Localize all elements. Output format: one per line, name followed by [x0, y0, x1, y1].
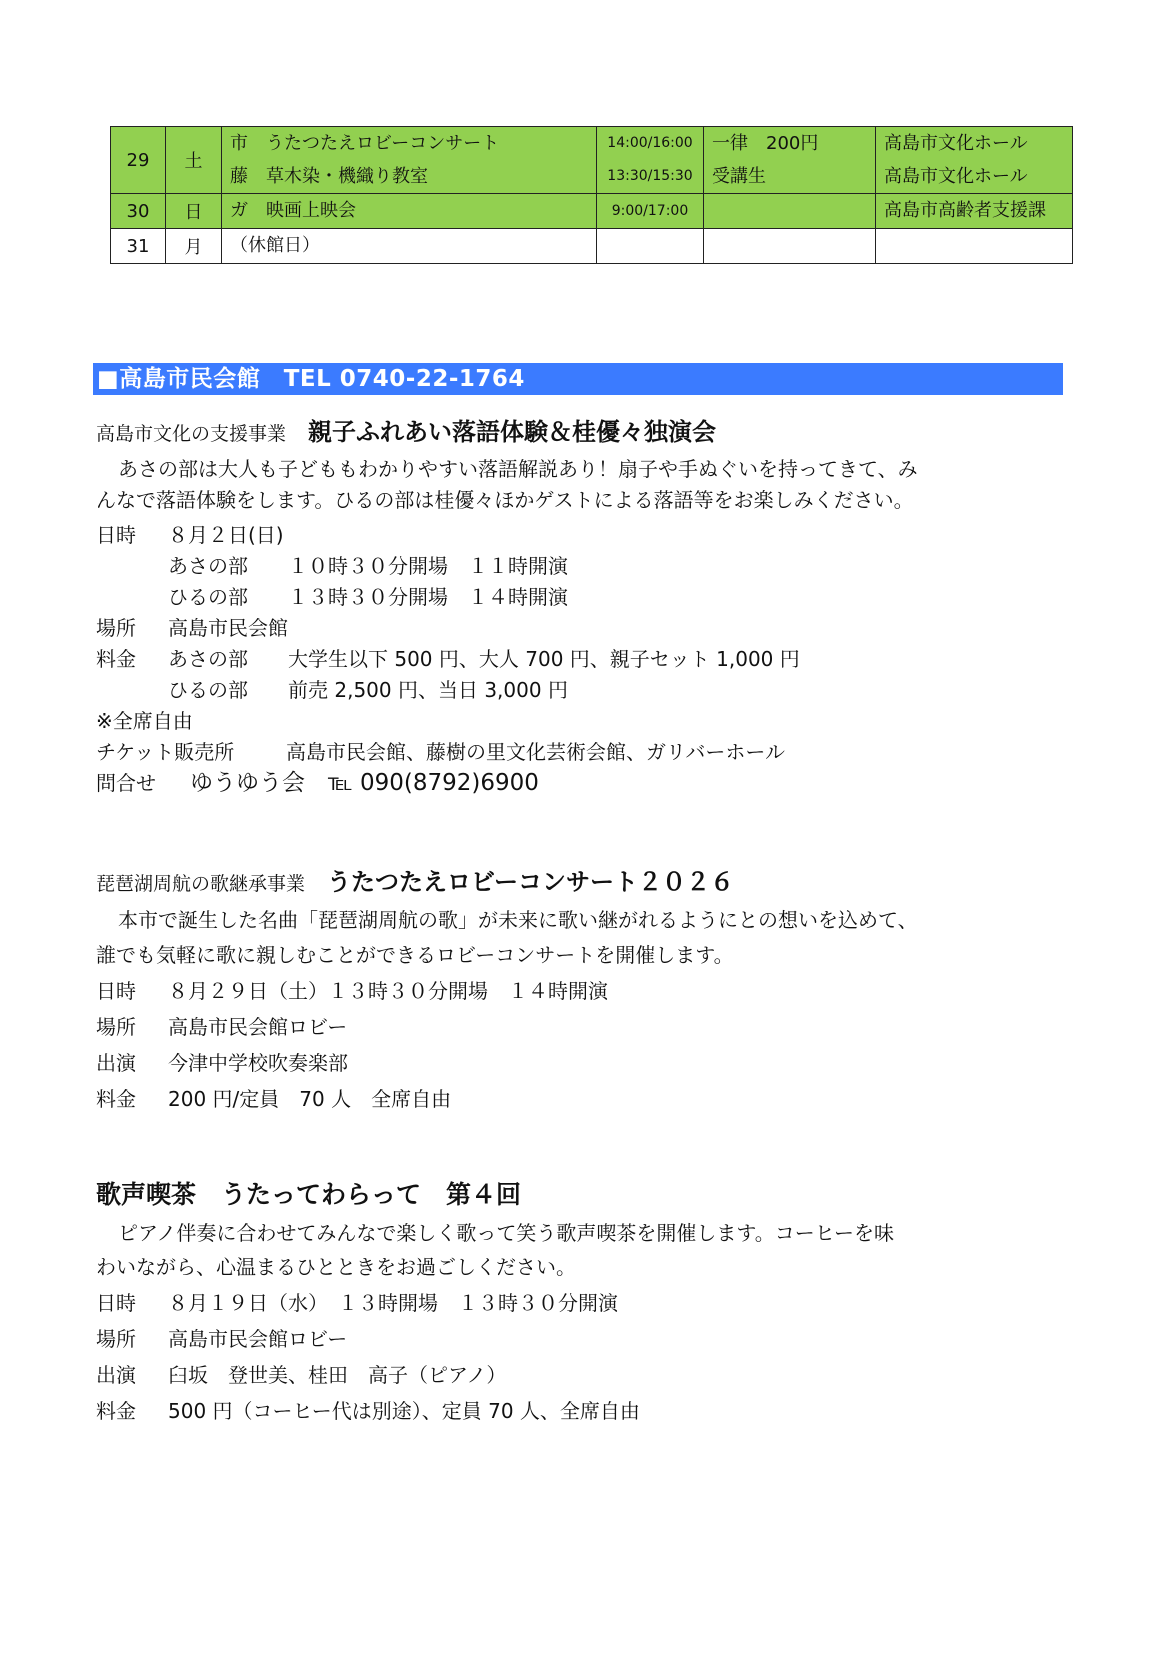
session-name: あさの部 — [168, 554, 248, 578]
field-label: 場所 — [96, 616, 136, 640]
session-name: ひるの部 — [168, 678, 248, 702]
cell-day: 29 — [111, 127, 166, 194]
cell-time-line: 14:00/16:00 — [607, 135, 693, 151]
cell-day: 31 — [111, 229, 166, 264]
cell-time — [597, 194, 704, 229]
event-description: あさの部は大人も子どももわかりやすい落語解説あり！扇子や手ぬぐいを持ってきて、み — [118, 457, 918, 481]
event-title: 親子ふれあい落語体験＆桂優々独演会 — [308, 418, 717, 446]
field-value: 前売 2,500 円、当日 3,000 円 — [288, 678, 568, 702]
field-label: 料金 — [96, 647, 136, 671]
event-description: 本市で誕生した名曲「琵琶湖周航の歌」が未来に歌い継がれるようにとの想いを込めて、 — [118, 908, 918, 932]
event-description: んなで落語体験をします。ひるの部は桂優々ほかゲストによる落語等をお楽しみください。 — [96, 488, 914, 512]
field-value: 高島市民会館ロビー — [168, 1015, 348, 1039]
section-title: ■高島市民会館 TEL 0740-22-1764 — [97, 366, 525, 392]
cell-fee — [704, 127, 876, 194]
schedule-row — [111, 194, 1073, 229]
session-name: あさの部 — [168, 647, 248, 671]
field-label: 問合せ — [96, 771, 156, 795]
cell-venue-line — [884, 229, 1064, 263]
cell-event — [222, 127, 597, 194]
field-label: 日時 — [96, 1291, 136, 1315]
field-value: 高島市民会館、藤樹の里文化芸術会館、ガリバーホール — [286, 740, 785, 764]
event-description: ピアノ伴奏に合わせてみんなで楽しく歌って笑う歌声喫茶を開催します。コーヒーを味 — [118, 1221, 894, 1245]
field-value: 今津中学校吹奏楽部 — [168, 1051, 348, 1075]
cell-time — [597, 229, 704, 264]
field-label: 日時 — [96, 523, 136, 547]
contact-value: ゆうゆう会 ℡ 090(8792)6900 — [190, 770, 539, 796]
cell-time — [597, 127, 704, 194]
field-value: ８月１９日（水） １３時開場 １３時３０分開演 — [168, 1291, 618, 1315]
cell-venue — [876, 194, 1073, 229]
cell-event — [222, 229, 597, 264]
seating-note: ※全席自由 — [96, 709, 193, 733]
field-value: 200 円/定員 70 人 全席自由 — [168, 1087, 452, 1111]
cell-weekday: 土 — [166, 127, 222, 194]
field-value: 高島市民会館 — [168, 616, 288, 640]
cell-time-line — [605, 229, 695, 263]
field-label: 出演 — [96, 1051, 136, 1075]
session-time: １０時３０分開場 １１時開演 — [288, 554, 568, 578]
schedule-row — [111, 229, 1073, 264]
cell-fee — [704, 194, 876, 229]
cell-venue-line: 高島市高齢者支援課 — [884, 200, 1046, 221]
event-rakugo — [96, 412, 1076, 799]
schedule-table — [110, 126, 1073, 264]
cell-venue — [876, 127, 1073, 194]
cell-fee — [704, 229, 876, 264]
event-description: わいながら、心温まるひとときをお過ごしください。 — [96, 1255, 576, 1279]
event-title: 歌声喫茶 うたってわらって 第４回 — [96, 1180, 522, 1209]
event-prefix: 琵琶湖周航の歌継承事業 — [96, 873, 306, 895]
cell-venue-line: 高島市文化ホール — [884, 166, 1028, 187]
cell-venue-line: 高島市文化ホール — [884, 133, 1028, 154]
field-value: 大学生以下 500 円、大人 700 円、親子セット 1,000 円 — [288, 647, 800, 671]
cell-fee-line — [712, 229, 867, 263]
session-time: １３時３０分開場 １４時開演 — [288, 585, 568, 609]
cell-event-line: 藤 草木染・機織り教室 — [230, 166, 428, 187]
field-label: 日時 — [96, 979, 136, 1003]
field-value: ８月２日(日) — [168, 523, 284, 547]
cell-time-line: 9:00/17:00 — [611, 203, 689, 219]
field-label: 料金 — [96, 1087, 136, 1111]
schedule-row — [111, 127, 1073, 194]
field-label: 料金 — [96, 1399, 136, 1423]
cell-weekday: 日 — [166, 194, 222, 229]
cell-fee-line — [712, 194, 867, 228]
cell-fee-line: 一律 200円 — [712, 133, 819, 154]
event-description: 誰でも気軽に歌に親しむことができるロビーコンサートを開催します。 — [96, 943, 734, 967]
field-value: 高島市民会館ロビー — [168, 1327, 348, 1351]
cell-event — [222, 194, 597, 229]
cell-venue — [876, 229, 1073, 264]
session-name: ひるの部 — [168, 585, 248, 609]
field-label: 出演 — [96, 1363, 136, 1387]
section-header-bar — [93, 363, 1063, 395]
field-label: チケット販売所 — [96, 740, 235, 764]
field-value: 臼坂 登世美、桂田 高子（ピアノ） — [168, 1363, 507, 1387]
event-prefix: 高島市文化の支援事業 — [96, 423, 287, 445]
field-label: 場所 — [96, 1015, 136, 1039]
cell-event-line: ガ 映画上映会 — [230, 200, 356, 221]
cell-event-line: （休館日） — [230, 235, 320, 256]
cell-weekday: 月 — [166, 229, 222, 264]
field-value: ８月２９日（土）１３時３０分開場 １４時開演 — [168, 979, 608, 1003]
cell-day: 30 — [111, 194, 166, 229]
cell-event-line: 市 うたつたえロビーコンサート — [230, 133, 500, 154]
cell-time-line: 13:30/15:30 — [607, 168, 693, 184]
event-singing-cafe — [96, 1175, 1076, 1427]
field-label: 場所 — [96, 1327, 136, 1351]
cell-fee-line: 受講生 — [712, 166, 766, 187]
field-value: 500 円（コーヒー代は別途）、定員 70 人、全席自由 — [168, 1399, 640, 1423]
event-lobby-concert — [96, 862, 1076, 1115]
event-title: うたつたえロビーコンサート２０２６ — [327, 868, 735, 896]
